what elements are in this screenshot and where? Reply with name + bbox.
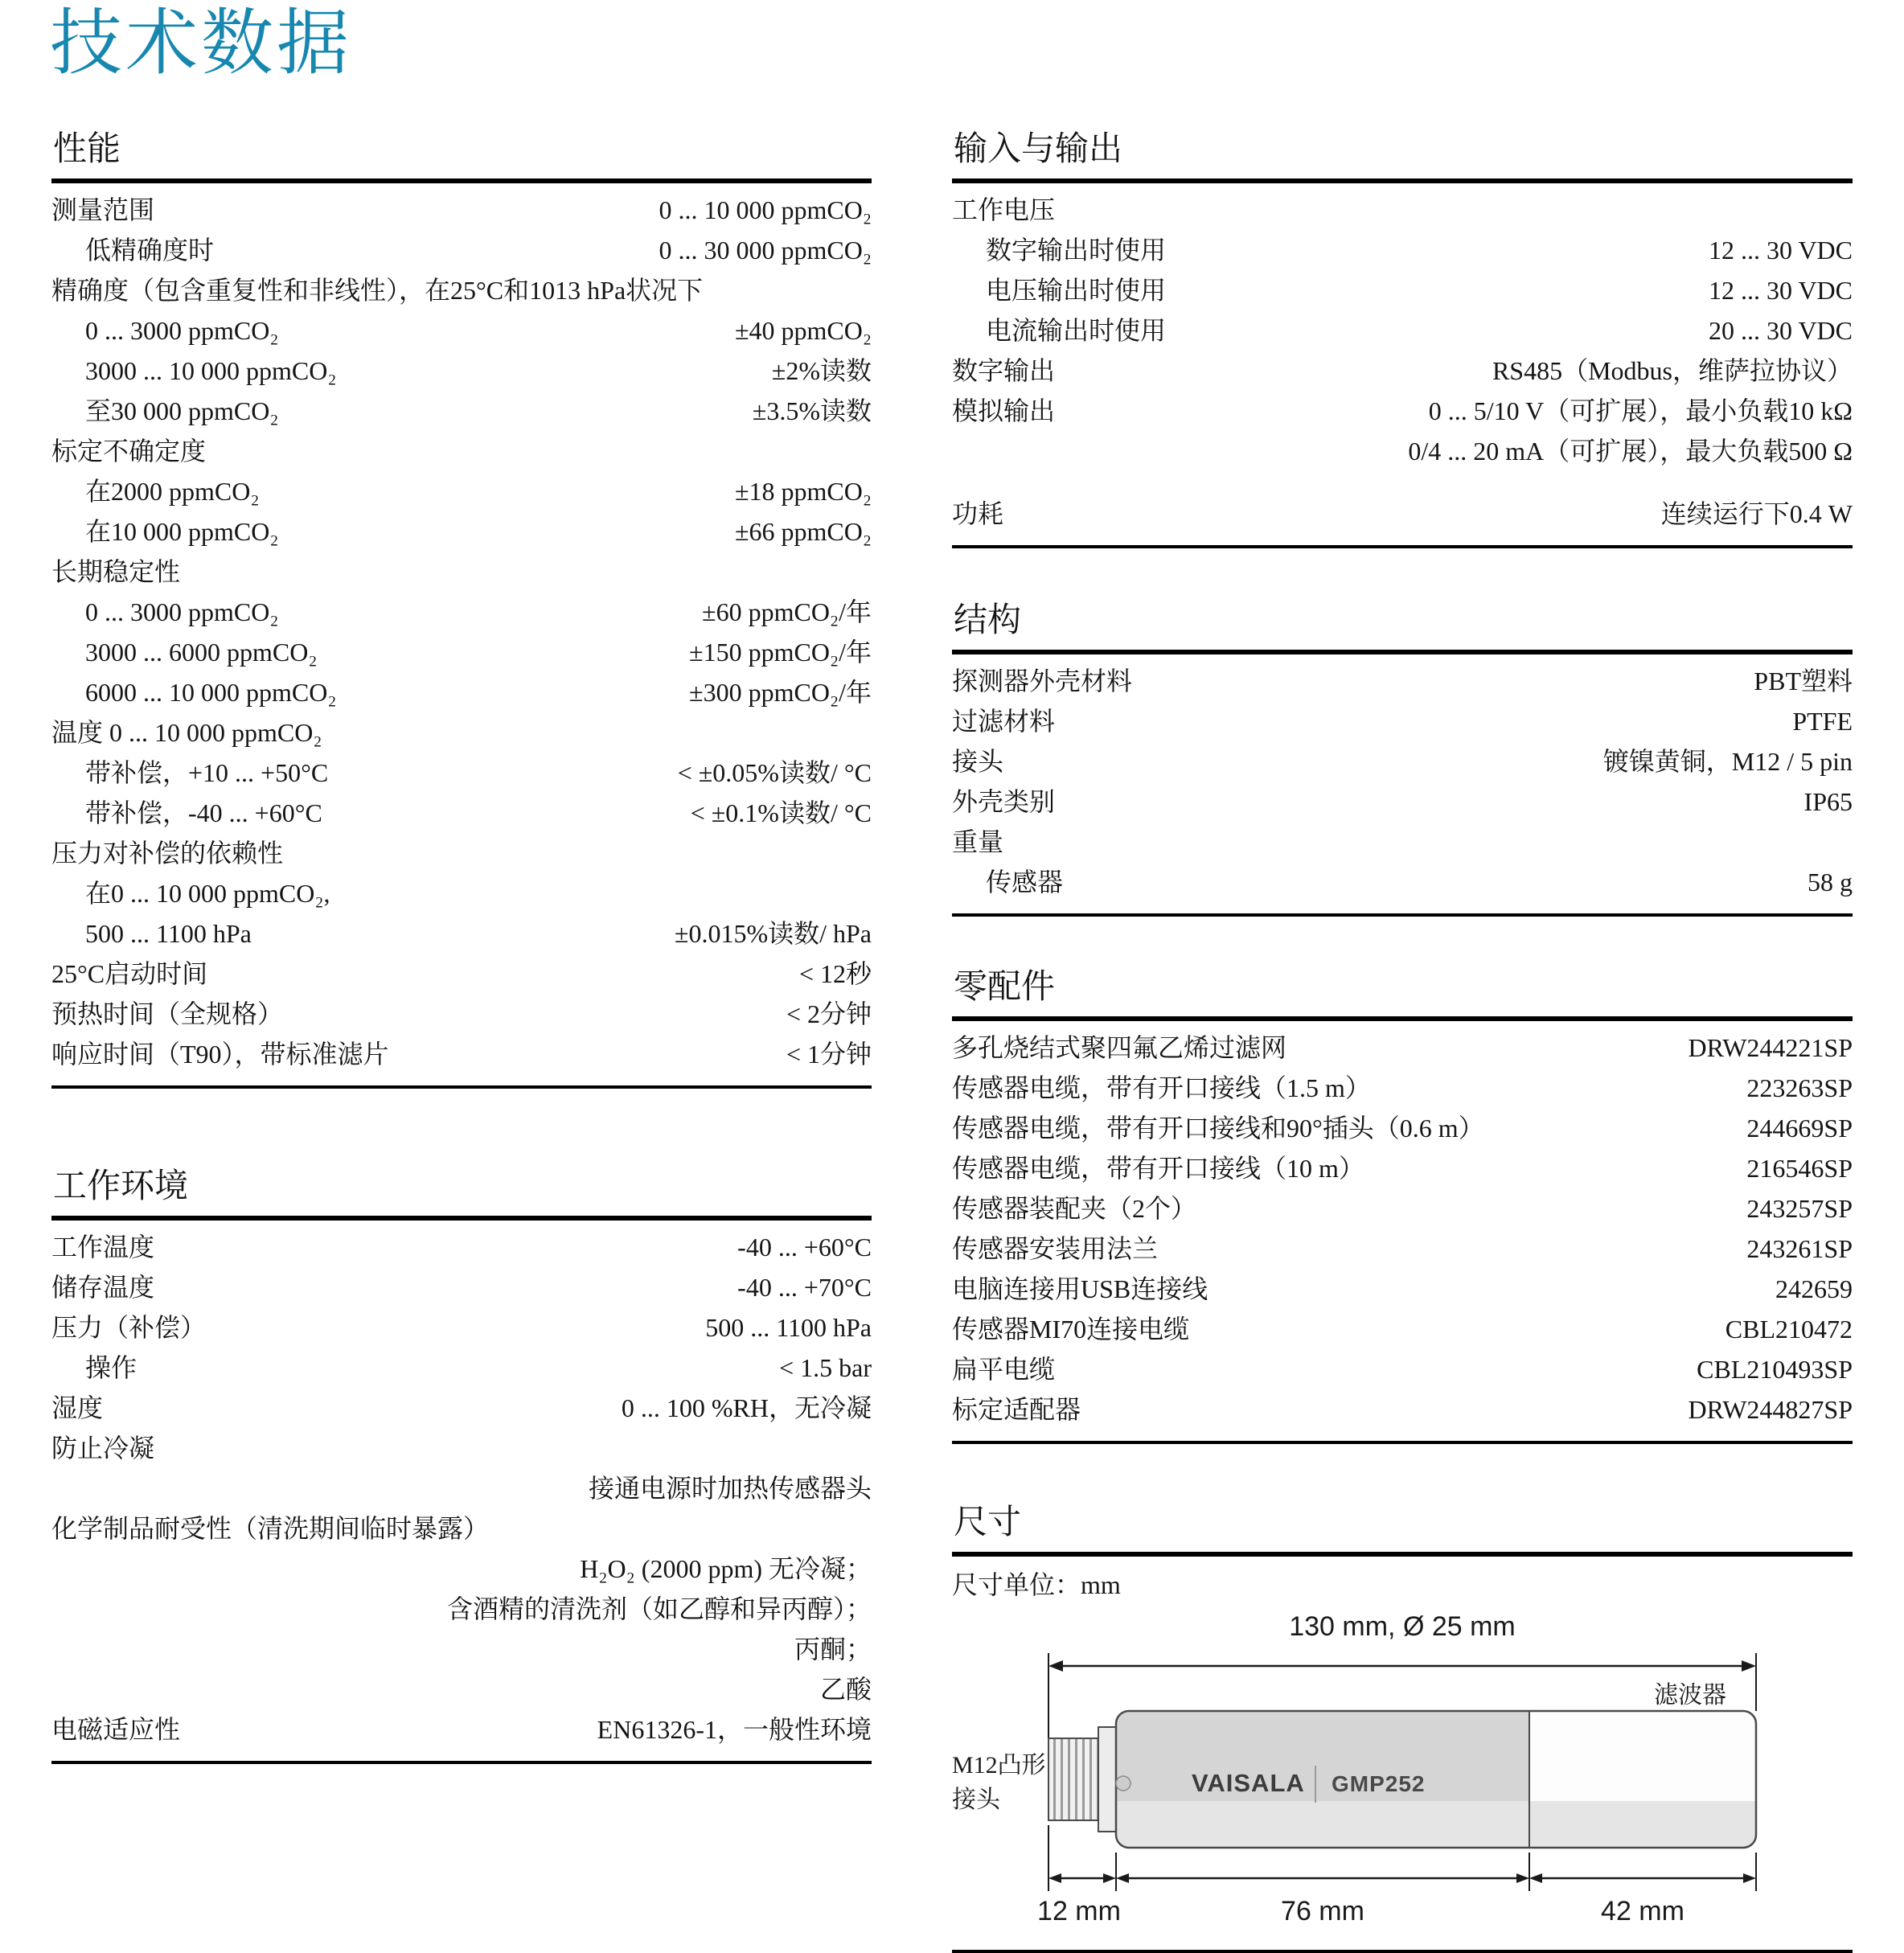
spec-label: 过滤材料	[952, 707, 1056, 736]
spec-label: 数字输出	[952, 356, 1056, 385]
spec-label: 功耗	[952, 499, 1004, 528]
spec-row	[51, 1468, 872, 1508]
spec-label: 储存温度	[51, 1273, 155, 1302]
section-title-performance: 性能	[51, 119, 872, 183]
spec-label: 传感器电缆，带有开口接线和90°插头（0.6 m）	[952, 1114, 1484, 1143]
spec-value: 243257SP	[1746, 1194, 1853, 1223]
spec-value: 乙酸	[819, 1675, 872, 1704]
spec-value: EN61326-1，一般性环境	[597, 1715, 872, 1744]
spec-label: 电脑连接用USB连接线	[952, 1274, 1208, 1303]
spec-row	[952, 230, 1853, 270]
spec-label: 长期稳定性	[51, 557, 181, 586]
filter-label: 滤波器	[1654, 1682, 1726, 1709]
spec-value: < 1分钟	[786, 1040, 872, 1069]
spec-label: 6000 ... 10 000 ppmCO₂	[85, 678, 337, 707]
spec-row	[952, 270, 1853, 310]
spec-row	[51, 873, 872, 913]
spec-label: 探测器外壳材料	[952, 667, 1133, 695]
spec-row	[952, 1309, 1853, 1349]
spec-label: 化学制品耐受性（清洗期间临时暴露）	[51, 1514, 490, 1543]
spec-value: RS485（Modbus，维萨拉协议）	[1492, 356, 1853, 385]
spec-row	[51, 1388, 872, 1428]
spec-value: 连续运行下0.4 W	[1660, 499, 1853, 528]
section-title-spares: 零配件	[952, 957, 1853, 1021]
spec-row	[51, 552, 872, 592]
spec-row	[51, 672, 872, 712]
spec-value: -40 ... +70°C	[737, 1273, 872, 1302]
section-io	[952, 119, 1853, 548]
m12-connector-label-line2: 接头	[952, 1787, 1000, 1813]
spec-value: -40 ... +60°C	[737, 1233, 872, 1262]
arrowhead-right-icon	[1742, 1660, 1756, 1672]
spec-label: 湿度	[51, 1393, 104, 1422]
spec-value: ±18 ppmCO₂	[734, 477, 872, 506]
section-dimensions	[952, 1492, 1853, 1953]
spec-value: 243261SP	[1746, 1234, 1853, 1263]
sensor-drawing	[1048, 1711, 1756, 1848]
spec-label: 在10 000 ppmCO₂	[85, 517, 279, 546]
spec-value	[225, 431, 872, 471]
spec-value: 242659	[1775, 1274, 1853, 1303]
spec-value	[199, 552, 872, 592]
spec-label: 传感器电缆，带有开口接线（1.5 m）	[952, 1073, 1371, 1102]
spec-row	[952, 862, 1853, 902]
spec-label: 多孔烧结式聚四氟乙烯过滤网	[952, 1033, 1287, 1062]
spec-label: 标定不确定度	[51, 437, 207, 466]
spec-value: 244669SP	[1746, 1114, 1853, 1143]
spec-row	[952, 1028, 1853, 1068]
right-column	[952, 119, 1853, 1953]
spec-value	[1074, 190, 1853, 230]
spec-value	[302, 833, 872, 873]
spec-row	[51, 230, 872, 270]
spec-label: 至30 000 ppmCO₂	[85, 396, 279, 425]
spec-row	[51, 994, 872, 1034]
spec-value: < 12秒	[798, 959, 872, 988]
spec-value: PTFE	[1792, 707, 1853, 736]
section-spares	[952, 957, 1853, 1444]
arrowhead-icon	[1116, 1873, 1129, 1883]
spec-row	[952, 782, 1853, 822]
spec-value: ±66 ppmCO₂	[734, 517, 872, 546]
spec-value: < ±0.05%读数/ °C	[677, 758, 872, 787]
spec-label: 预热时间（全规格）	[51, 999, 284, 1028]
spec-label: 外壳类别	[952, 787, 1056, 816]
spec-row	[952, 391, 1853, 431]
spec-value: ±3.5%读数	[752, 396, 872, 425]
spec-row	[51, 1629, 872, 1669]
arrowhead-icon	[1048, 1873, 1061, 1883]
sensor-body-gray-area	[1117, 1712, 1529, 1801]
section-mechanics	[952, 590, 1853, 917]
spec-label: 电磁适应性	[51, 1715, 181, 1744]
spec-row	[51, 471, 872, 511]
spec-label: 接头	[952, 747, 1004, 776]
brand-logo-text: VAISALA	[1192, 1769, 1305, 1797]
spec-value: 0 ... 10 000 ppmCO₂	[659, 195, 872, 224]
spec-value: 216546SP	[1746, 1154, 1853, 1183]
spec-row	[51, 592, 872, 632]
dimension-filter-label: 42 mm	[1601, 1896, 1684, 1926]
dimensions-body	[952, 1557, 1853, 1953]
spec-value	[508, 1508, 872, 1549]
sensor-dimension-diagram	[952, 1608, 1836, 1930]
spec-label: 3000 ... 10 000 ppmCO₂	[85, 356, 337, 385]
spec-label: 带补偿，-40 ... +60°C	[85, 798, 322, 827]
spec-table-spares	[952, 1021, 1853, 1444]
spec-value: ±300 ppmCO₂/年	[689, 678, 872, 707]
spec-value: 丙酮；	[794, 1635, 872, 1664]
spec-value	[350, 873, 872, 913]
spec-value: CBL210472	[1725, 1315, 1853, 1344]
spec-table-environment	[51, 1221, 872, 1764]
spec-label: 数字输出时使用	[986, 236, 1167, 265]
spec-value: ±2%读数	[771, 356, 872, 385]
spec-table-mechanics	[952, 654, 1853, 917]
spec-value	[1023, 822, 1853, 862]
spec-row	[51, 270, 872, 310]
left-column	[51, 119, 872, 1764]
spec-value: DRW244827SP	[1688, 1395, 1853, 1424]
spec-label: 重量	[952, 827, 1004, 856]
arrowhead-icon	[1529, 1873, 1542, 1883]
spec-label: 低精确度时	[85, 236, 215, 265]
spec-label: 电压输出时使用	[986, 276, 1167, 305]
arrowhead-icon	[1103, 1873, 1116, 1883]
spec-label: 在2000 ppmCO₂	[85, 477, 260, 506]
spec-value: < ±0.1%读数/ °C	[690, 798, 872, 827]
spec-row	[51, 1034, 872, 1074]
spec-row	[51, 913, 872, 954]
spec-row	[952, 310, 1853, 351]
spec-label: 传感器电缆，带有开口接线（10 m）	[952, 1154, 1364, 1183]
spec-label: 0 ... 3000 ppmCO₂	[85, 597, 279, 626]
spec-value: 0 ... 5/10 V（可扩展），最小负载10 kΩ	[1428, 396, 1853, 425]
spec-row	[51, 793, 872, 833]
spec-value: ±40 ppmCO₂	[734, 316, 872, 345]
section-title-mechanics: 结构	[952, 590, 1853, 654]
spec-label: 防止冷凝	[51, 1434, 155, 1463]
spec-value: 500 ... 1100 hPa	[705, 1313, 872, 1342]
spec-label: 传感器MI70连接电缆	[952, 1315, 1190, 1344]
dimension-body-label: 76 mm	[1281, 1896, 1364, 1926]
spec-row	[952, 1068, 1853, 1108]
spec-label: 模拟输出	[952, 396, 1056, 425]
spec-row	[51, 511, 872, 552]
spec-row	[952, 494, 1853, 534]
spec-value: CBL210493SP	[1697, 1355, 1853, 1384]
spec-value: 含酒精的清洗剂（如乙醇和异丙醇）；	[446, 1594, 872, 1623]
section-performance	[51, 119, 872, 1089]
spec-row	[952, 190, 1853, 230]
spec-label: 工作电压	[952, 195, 1056, 224]
spec-row	[952, 1108, 1853, 1148]
spec-value: 223263SP	[1746, 1073, 1853, 1102]
dimensions-unit-note: 尺寸单位：mm	[952, 1570, 1121, 1599]
spec-row	[51, 431, 872, 471]
spec-value: ±60 ppmCO₂/年	[702, 597, 872, 626]
spec-label: 工作温度	[51, 1233, 155, 1262]
spec-table-io	[952, 183, 1853, 548]
spec-row	[51, 351, 872, 391]
arrowhead-left-icon	[1048, 1660, 1063, 1672]
spec-label: 500 ... 1100 hPa	[85, 919, 252, 948]
spec-label: 压力（补偿）	[51, 1313, 207, 1342]
spec-value: < 2分钟	[786, 999, 872, 1028]
arrowhead-icon	[1743, 1873, 1756, 1883]
spec-label: 电流输出时使用	[986, 316, 1167, 345]
spec-row	[952, 1188, 1853, 1229]
spec-value: ±150 ppmCO₂/年	[689, 638, 872, 667]
spec-value: ±0.015%读数/ hPa	[674, 919, 872, 948]
section-environment	[51, 1156, 872, 1764]
spec-label: 标定适配器	[952, 1395, 1081, 1424]
spec-table-performance	[51, 183, 872, 1089]
spec-value: IP65	[1803, 787, 1853, 816]
m12-threaded-connector	[1048, 1738, 1098, 1820]
section-title-environment: 工作环境	[51, 1156, 872, 1221]
spec-row	[51, 1589, 872, 1629]
model-label: GMP252	[1332, 1771, 1426, 1796]
spec-label: 25°C启动时间	[51, 959, 208, 988]
spec-value: 0 ... 100 %RH，无冷凝	[621, 1393, 872, 1422]
spec-row	[51, 391, 872, 431]
spec-label: 响应时间（T90），带标准滤片	[51, 1040, 389, 1069]
spec-row	[51, 1709, 872, 1750]
spec-value: 0/4 ... 20 mA（可扩展），最大负载500 Ω	[1408, 437, 1853, 466]
spec-row	[51, 1227, 872, 1267]
spec-row	[51, 1669, 872, 1709]
spec-row	[51, 632, 872, 672]
spec-label: 精确度（包含重复性和非线性），在25°C和1013 hPa状况下	[51, 276, 704, 305]
section-title-io: 输入与输出	[952, 119, 1853, 183]
spec-value: 镀镍黄铜，M12 / 5 pin	[1602, 747, 1853, 776]
spec-label: 0 ... 3000 ppmCO₂	[85, 316, 279, 345]
spec-row	[952, 431, 1853, 471]
spec-row	[952, 1389, 1853, 1430]
spec-row	[51, 1267, 872, 1307]
spec-row	[51, 954, 872, 994]
spec-row	[952, 661, 1853, 701]
body-nub	[1116, 1776, 1130, 1791]
spec-row	[952, 1349, 1853, 1389]
m12-connector-label-line1: M12凸形	[952, 1752, 1046, 1779]
spec-label: 传感器安装用法兰	[952, 1234, 1159, 1263]
spec-row	[51, 1428, 872, 1468]
dimension-total-label: 130 mm, Ø 25 mm	[1289, 1611, 1516, 1642]
spec-row	[51, 753, 872, 793]
dimension-connector-label: 12 mm	[1037, 1896, 1121, 1926]
spec-label: 在0 ... 10 000 ppmCO₂,	[85, 879, 330, 908]
spec-label: 扁平电缆	[952, 1355, 1056, 1384]
connector-collar	[1098, 1727, 1116, 1832]
spec-row	[51, 712, 872, 753]
spec-label: 温度 0 ... 10 000 ppmCO₂	[51, 718, 322, 747]
spec-label: 操作	[85, 1353, 137, 1382]
spec-value	[722, 270, 872, 310]
spec-value: PBT塑料	[1754, 667, 1853, 695]
spec-value: H₂O₂ (2000 ppm) 无冷凝；	[580, 1554, 872, 1583]
spec-label: 带补偿，+10 ... +50°C	[85, 758, 329, 787]
spec-row	[952, 1229, 1853, 1269]
spec-value: 0 ... 30 000 ppmCO₂	[659, 236, 872, 265]
spec-row	[51, 1307, 872, 1348]
page-title: 技术数据	[50, 4, 352, 84]
spec-row	[952, 701, 1853, 741]
spec-row	[952, 1269, 1853, 1309]
spec-value: 58 g	[1808, 868, 1853, 896]
spec-value: 接通电源时加热传感器头	[588, 1474, 872, 1503]
spec-value: 20 ... 30 VDC	[1709, 316, 1853, 345]
spec-row	[952, 822, 1853, 862]
spec-row	[952, 351, 1853, 391]
spec-value: 12 ... 30 VDC	[1709, 236, 1853, 265]
spec-label: 压力对补偿的依赖性	[51, 839, 284, 868]
spec-value	[174, 1428, 872, 1468]
spec-value: DRW244221SP	[1688, 1033, 1853, 1062]
spec-label: 传感器	[986, 868, 1064, 896]
spec-row	[51, 1348, 872, 1388]
spec-row	[51, 1549, 872, 1589]
spec-row	[952, 741, 1853, 782]
spec-value: < 1.5 bar	[779, 1353, 872, 1382]
spec-row	[51, 190, 872, 230]
spec-row	[952, 1148, 1853, 1188]
spec-row	[51, 1508, 872, 1549]
spec-label: 传感器装配夹（2个）	[952, 1194, 1197, 1223]
spec-label: 3000 ... 6000 ppmCO₂	[85, 638, 318, 667]
spec-row	[51, 833, 872, 873]
spec-value: 12 ... 30 VDC	[1709, 276, 1853, 305]
spec-row	[51, 310, 872, 351]
spec-value	[342, 712, 872, 753]
section-title-dimensions: 尺寸	[952, 1492, 1853, 1557]
spec-label: 测量范围	[51, 195, 155, 224]
arrowhead-icon	[1516, 1873, 1529, 1883]
